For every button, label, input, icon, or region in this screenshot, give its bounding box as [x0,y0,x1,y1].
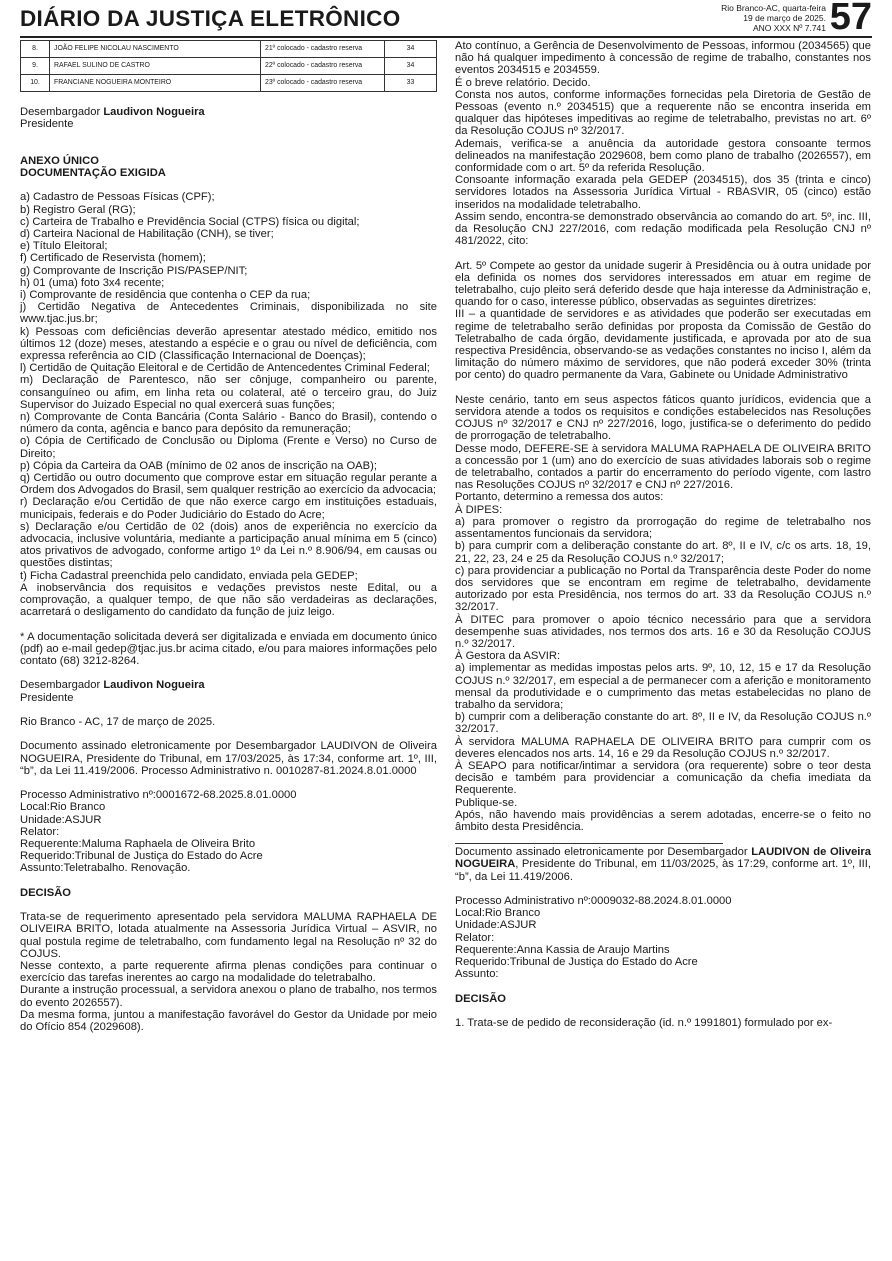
quote-paragraph: III – a quantidade de servidores e as atividades que poderão ser executadas em regime de teletrabalho serão definidas por proposta da Comissão de Gestão do Teletrabalho de cada órgão, devidamente justificada, e aprovada por ato de sua respectiva Presidência, observando-se as vedações constantes no inciso I, além da limitação do número máximo de servidores, que não poderá exceder 30% (trinta por cento) do quadro permanente da Vara, Gabinete ou Unidade Administrativo [455,308,871,382]
candidate-score: 34 [385,58,437,75]
signature-1-role: Presidente [20,118,74,131]
annex-item: j) Certidão Negativa de Antecedentes Criminais, disponibilizada no site www.tjac.jus.br; [20,301,437,326]
signed-document-2: Documento assinado eletronicamente por Desembargador LAUDIVON de Oliveira NOGUEIRA, Presidente do Tribunal, em 11/03/2025, às 17:29, conforme art. 1º, III, “b”, da Lei 11.419/2006. [455,846,871,883]
process-field: Local:Rio Branco [20,801,106,814]
annex-item: l) Certidão de Quitação Eleitoral e de Certidão de Antencedentes Criminal Federal; [20,362,430,375]
paragraph: Consta nos autos, conforme informações fornecidas pela Diretoria de Gestão de Pessoas (evento n.º 2034515) que a requerente não se encontra inserida em qualquer das hipóteses impeditivas ao regime de teletrabalho, previstas no art. 6º da Resolução COJUS nº 32/2017. [455,88,871,138]
annex-item: o) Cópia de Certificado de Conclusão ou Diploma (Frente e Verso) no Curso de Direito; [20,435,437,460]
row-number: 10. [21,75,50,92]
paragraph: c) para providenciar a publicação no Portal da Transparência deste Poder do nome dos servidores que se encontram em regime de teletrabalho, devidamente autorizado por esta Presidência, nos termos do art. 33 da Resolução COJUS n.º 32/2017. [455,564,871,614]
annex-item: r) Declaração e/ou Certidão de que não exerce cargo em instituições estaduais, municipais, federais e do Poder Judiciário do Estado do Acre; [20,496,437,521]
signature-2: Desembargador Laudivon Nogueira [20,679,205,692]
quote-paragraph: Art. 5º Compete ao gestor da unidade sugerir à Presidência ou à outra unidade por ela definida os nomes dos servidores interessados em atuar em regime de teletrabalho, cujo pleito será deferido desde que haja interesse da Administração e, quando for o caso, interesse público, observadas as seguintes diretrizes: [455,259,871,309]
annex-item: b) Registro Geral (RG); [20,203,136,216]
candidate-status: 23º colocado - cadastro reserva [261,75,385,92]
annex-item: m) Declaração de Parentesco, não ser cônjuge, companheiro ou parente, consanguíneo ou afim, em linha reta ou colateral, até o terceiro grau, do Juiz Supervisor do Juizado Especial no qual exercerá suas funções; [20,374,437,411]
signature-1: Desembargador Laudivon Nogueira [20,106,205,118]
table-row [21,58,437,75]
paragraph: Ademais, verifica-se a anuência da autoridade gestora consoante termos delineados na manifestação 2029608, bem como plano de trabalho (2026557), em conformidade com o art. 5º da referida Resolução. [455,137,871,175]
annex-item: n) Comprovante de Conta Bancária (Conta Salário - Banco do Brasil), contendo o número da conta, agência e banco para depósito da remuneração; [20,411,437,436]
left-column [20,40,437,1033]
paragraph: b) para cumprir com a deliberação constante do art. 8º, II e IV, c/c os arts. 18, 19, 21, 22, 23, 24 e 25 da Resolução COJUS n.º 32/2017; [455,540,871,565]
process-field: Relator: [455,931,495,944]
paragraph: À Gestora da ASVIR: [455,650,561,663]
paragraph: Consoante informação exarada pela GEDEP (2034515), dos 35 (trinta e cinco) servidores lotados na Assessoria Jurídica Virtual - RBASVIR, 05 (cinco) estão inseridos na modalidade teletrabalho. [455,174,871,211]
decision-title-2: DECISÃO [455,992,506,1005]
right-column [455,40,871,1029]
annex-subtitle: DOCUMENTAÇÃO EXIGIDA [20,166,166,179]
candidates-table [20,40,437,92]
date-line-1: Rio Branco-AC, quarta-feira [721,3,826,13]
annex-item: d) Carteira Nacional de Habilitação (CNH), se tiver; [20,227,274,240]
row-number: 8. [21,41,50,58]
paragraph: Publique-se. [455,796,518,809]
page-header [20,0,872,38]
decision-title-1: DECISÃO [20,886,71,899]
candidate-score: 34 [385,41,437,58]
candidate-status: 21º colocado - cadastro reserva [261,41,385,58]
paragraph: Durante a instrução processual, a servidora anexou o plano de trabalho, nos termos do evento 2026557). [20,984,437,1009]
paragraph: Ato contínuo, a Gerência de Desenvolvimento de Pessoas, informou (2034565) que não há qualquer impedimento à concessão de regime de trabalho, constantes nos eventos 2034515 e 2034559. [455,40,871,77]
decision-2-first-line: 1. Trata-se de pedido de reconsideração (id. n.º 1991801) formulado por ex- [455,1016,833,1029]
annex-item: h) 01 (uma) foto 3x4 recente; [20,276,165,289]
process-field: Requerente:Maluma Raphaela de Oliveira Brito [20,838,256,851]
issue-number: ANO XXX Nº 7.741 [752,23,826,33]
paragraph: À SEAPO para notificar/intimar a servidora (ora requerente) sobre o teor desta decisão e também para providenciar a comunicação da chefia imediata da Requerente. [455,759,871,797]
annex-item: i) Comprovante de residência que contenha o CEP da rua; [20,289,311,301]
paragraph: Neste cenário, tanto em seus aspectos fáticos quanto jurídicos, evidencia que a servidora atende a todos os requisitos e condições estabelecidos nas Resoluções COJUS nº 32/2017 e CNJ nº 227/2016, logo, justifica-se o deferimento do pedido de prorrogação de teletrabalho. [455,393,871,443]
annex-item: f) Certificado de Reservista (homem); [20,252,206,265]
decision-1-dispositions [455,394,871,833]
paragraph: a) para promover o registro da prorrogação do regime de teletrabalho nos assentamentos funcionais da servidora; [455,515,871,541]
paragraph: Da mesma forma, juntou a manifestação favorável do Gestor da Unidade por meio do Ofício 854 (2029608). [20,1008,437,1034]
paragraph: À servidora MALUMA RAPHAELA DE OLIVEIRA BRITO para cumprir com os deveres elencados nos arts. 14, 16 e 29 da Resolução COJUS n.º 32/2017. [455,735,871,760]
process-field: Relator: [20,825,60,838]
process-field: Processo Administrativo nº:0009032-88.2024.8.01.0000 [455,894,732,907]
date-line-2: 19 de março de 2025. [743,13,826,23]
paragraph: À DITEC para promover o apoio técnico necessário para que a servidora desempenhe suas atividades, nos termos dos arts. 16 e 30 da Resolução COJUS n.º 32/2017. [455,613,871,650]
annex-item: q) Certidão ou outro documento que comprove estar em situação regular perante a Ordem dos Advogados do Brasil, sem qualquer restrição ao exercício da advocacia; [20,472,437,497]
candidate-score: 33 [385,75,437,92]
legal-quote [455,260,871,382]
process-field: Unidade:ASJUR [20,813,102,826]
signed-document-1: Documento assinado eletronicamente por Desembargador LAUDIVON de Oliveira NOGUEIRA, Presidente do Tribunal, em 17/03/2025, às 17:34, conforme art. 1º, III, “b”, da Lei 11.419/2006. Processo Administrativo n. 0010287-81.2024.8.01.0000 [20,740,437,777]
annex-item: e) Título Eleitoral; [20,240,108,253]
annex-item: a) Cadastro de Pessoas Físicas (CPF); [20,191,215,204]
annex-item: t) Ficha Cadastral preenchida pelo candidato, enviada pela GEDEP; [20,569,358,582]
table-row [21,41,437,58]
candidate-name: JOÃO FELIPE NICOLAU NASCIMENTO [50,41,261,58]
process-field: Assunto: [455,968,499,981]
process-field: Processo Administrativo nº:0001672-68.2025.8.01.0000 [20,789,297,802]
page-number: 57 [829,0,872,38]
paragraph: Portanto, determino a remessa dos autos: [455,491,664,504]
paragraph: Assim sendo, encontra-se demonstrado observância ao comando do art. 5º, inc. III, da Resolução CNJ 227/2016, com redação modificada pela Resolução CNJ nº 481/2022, cito: [455,210,871,248]
process-1-info [20,789,437,874]
journal-title: DIÁRIO DA JUSTIÇA ELETRÔNICO [20,6,401,31]
place-date: Rio Branco - AC, 17 de março de 2025. [20,716,216,729]
process-field: Local:Rio Branco [455,907,541,920]
process-field: Requerido:Tribunal de Justiça do Estado do Acre [20,850,263,863]
paragraph: Desse modo, DEFERE-SE à servidora MALUMA RAPHAELA DE OLIVEIRA BRITO a concessão por 1 (um) ano do exercício de suas atividades laborais sob o regime de teletrabalho, contados a partir do encerramento do período vigente, com lastro nas Resoluções COJUS nº 32/2017 e CNJ nº 227/2016. [455,442,871,492]
paragraph: Nesse contexto, a parte requerente afirma plenas condições para continuar o exercício das tarefas inerentes ao cargo na modalidade do teletrabalho. [20,960,437,985]
paragraph: É o breve relatório. Decido. [455,76,591,89]
table-row [21,75,437,92]
annex-item: g) Comprovante de Inscrição PIS/PASEP/NIT; [20,264,248,277]
decision-1-text-left [20,911,437,1033]
process-field: Unidade:ASJUR [455,919,537,932]
process-2-info [455,895,871,980]
paragraph: À DIPES: [455,503,503,516]
annex-item-list [20,191,437,618]
annex-item: p) Cópia da Carteira da OAB (mínimo de 02 anos de inscrição na OAB); [20,459,377,472]
issue-info [721,3,826,33]
annex-item: c) Carteira de Trabalho e Previdência Social (CTPS) física ou digital; [20,215,360,228]
annex-item: s) Declaração e/ou Certidão de 02 (dois) anos de experiência no exercício da advocacia, inclusive voluntária, mediante a participação anual mínima em 5 (cinco) atos privativos de advogado, conforme artigo 1º da Lei n.º 8.906/94, em causas ou questões distintas; [20,520,437,570]
candidate-name: RAFAEL SULINO DE CASTRO [50,58,261,75]
candidate-status: 22º colocado - cadastro reserva [261,58,385,75]
process-field: Requerido:Tribunal de Justiça do Estado do Acre [455,955,698,968]
process-field: Requerente:Anna Kassia de Araujo Martins [455,943,670,956]
signature-2-role: Presidente [20,691,74,704]
annex-item: k) Pessoas com deficiências deverão apresentar atestado médico, emitido nos últimos 12 (doze) meses, atestando a espécie e o grau ou nível de deficiência, com expressa referência ao CID (Classificação Internacional de Doenças); [20,325,437,363]
annex-title: ANEXO ÚNICO [20,154,99,167]
paragraph: a) implementar as medidas impostas pelos arts. 9º, 10, 12, 15 e 17 da Resolução COJUS n.º 32/2017, em especial a de permanecer com a aferição e monitoramento mensal da produtividade e o cumprimento das metas estabelecidas no plano de trabalho da servidora; [455,662,871,711]
annex-note: * A documentação solicitada deverá ser digitalizada e enviada em documento único (pdf) ao e-mail gedep@tjac.jus.br acima citado, e/ou para maiores informações pelo contato (68) 3212-8264. [20,630,437,668]
row-number: 9. [21,58,50,75]
paragraph: b) cumprir com a deliberação constante do art. 8º, II e IV, da Resolução COJUS n.º 32/2017. [455,711,871,736]
paragraph: Trata-se de requerimento apresentado pela servidora MALUMA RAPHAELA DE OLIVEIRA BRITO, lotada atualmente na Assessoria Jurídica Virtual – ASVIR, no qual postula regime de teletrabalho, com fundamento legal na Resolução nº 32 do COJUS. [20,911,437,960]
candidate-name: FRANCIANE NOGUEIRA MONTEIRO [50,75,261,92]
decision-1-text-right [455,40,871,247]
paragraph: Após, não havendo mais providências a serem adotadas, encerre-se o feito no âmbito desta Presidência. [455,808,871,833]
process-field: Assunto:Teletrabalho. Renovação. [20,862,191,875]
annex-item: A inobservância dos requisitos e vedações previstos neste Edital, ou a comprovação, a qualquer tempo, de que não são verdadeiras as declarações, acarretará o desligamento do candidato da função de juiz leigo. [20,581,437,619]
